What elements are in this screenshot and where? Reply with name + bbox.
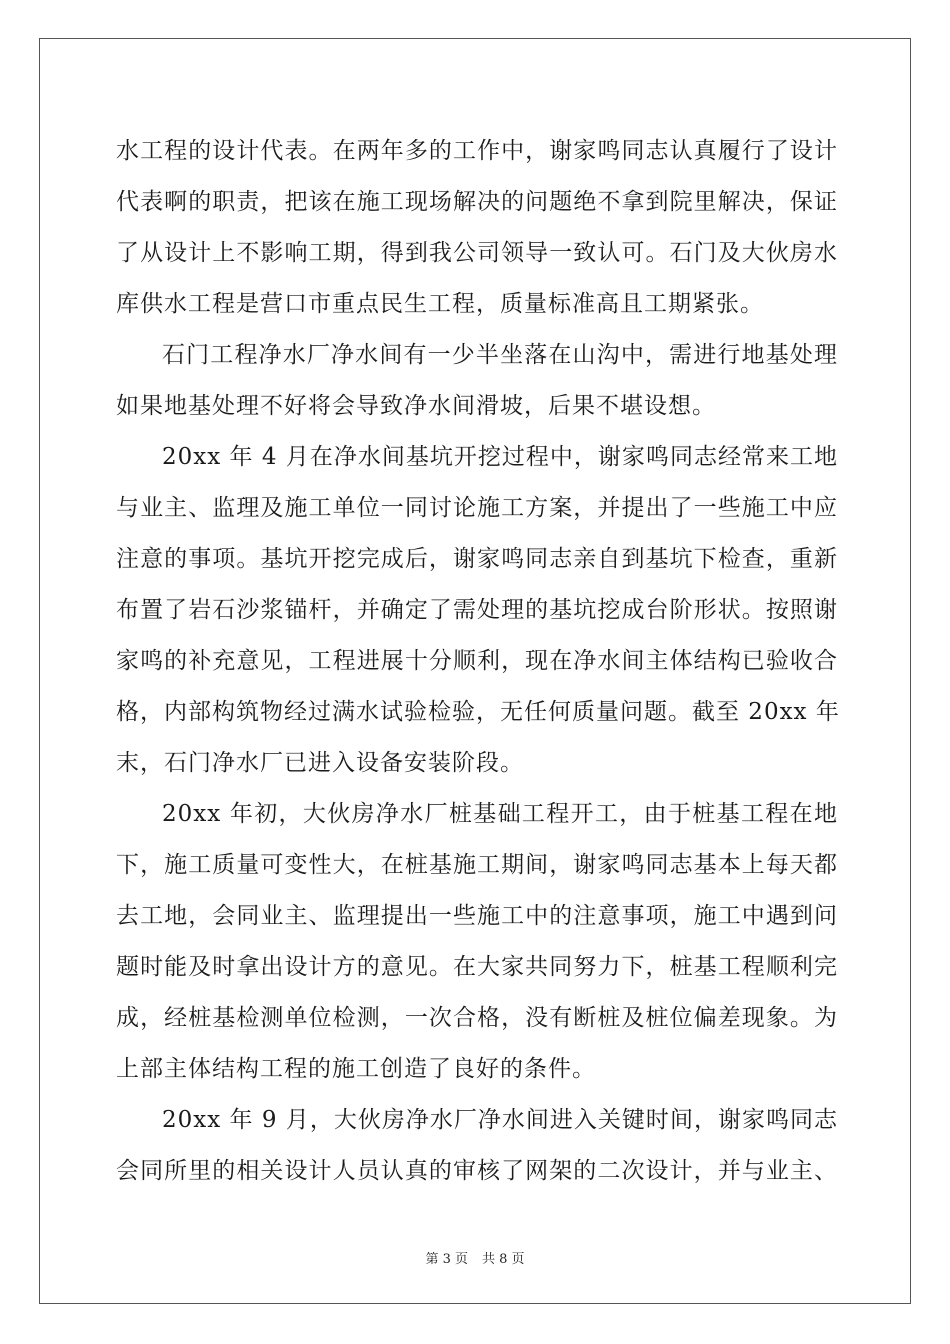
page-footer: [0, 1248, 950, 1267]
page-number: 第 3 页: [425, 1252, 468, 1267]
text-line: 20xx 年 9 月，大伙房净水厂净水间进入关键时间，谢家鸣同志: [162, 1107, 838, 1133]
text-line: 如果地基处理不好将会导致净水间滑坡，后果不堪设想。: [116, 393, 716, 419]
text-line: 末，石门净水厂已进入设备安装阶段。: [116, 750, 524, 776]
text-line: 题时能及时拿出设计方的意见。在大家共同努力下，桩基工程顺利完: [116, 954, 838, 980]
text-line: 注意的事项。基坑开挖完成后，谢家鸣同志亲自到基坑下检查，重新: [116, 546, 838, 572]
text-line: 20xx 年 4 月在净水间基坑开挖过程中，谢家鸣同志经常来工地: [162, 444, 838, 470]
text-line: 去工地，会同业主、监理提出一些施工中的注意事项，施工中遇到问: [116, 903, 838, 929]
text-line: 下，施工质量可变性大，在桩基施工期间，谢家鸣同志基本上每天都: [116, 852, 838, 878]
text-line: 与业主、监理及施工单位一同讨论施工方案，并提出了一些施工中应: [116, 495, 838, 521]
text-line: 格，内部构筑物经过满水试验检验，无任何质量问题。截至 20xx 年: [116, 699, 840, 725]
text-line: 家鸣的补充意见，工程进展十分顺利，现在净水间主体结构已验收合: [116, 648, 838, 674]
text-line: 石门工程净水厂净水间有一少半坐落在山沟中，需进行地基处理: [162, 342, 838, 368]
page-total: 共 8 页: [482, 1252, 525, 1267]
text-line: 会同所里的相关设计人员认真的审核了网架的二次设计，并与业主、: [116, 1158, 838, 1184]
document-body: [116, 126, 838, 1197]
text-line: 上部主体结构工程的施工创造了良好的条件。: [116, 1056, 596, 1082]
text-line: 了从设计上不影响工期，得到我公司领导一致认可。石门及大伙房水: [116, 240, 838, 266]
text-line: 库供水工程是营口市重点民生工程，质量标准高且工期紧张。: [116, 291, 764, 317]
text-line: 代表啊的职责，把该在施工现场解决的问题绝不拿到院里解决，保证: [116, 189, 838, 215]
text-line: 20xx 年初，大伙房净水厂桩基础工程开工，由于桩基工程在地: [162, 801, 838, 827]
text-line: 成，经桩基检测单位检测，一次合格，没有断桩及桩位偏差现象。为: [116, 1005, 838, 1031]
text-line: 布置了岩石沙浆锚杆，并确定了需处理的基坑挖成台阶形状。按照谢: [116, 597, 838, 623]
text-line: 水工程的设计代表。在两年多的工作中，谢家鸣同志认真履行了设计: [116, 138, 838, 164]
